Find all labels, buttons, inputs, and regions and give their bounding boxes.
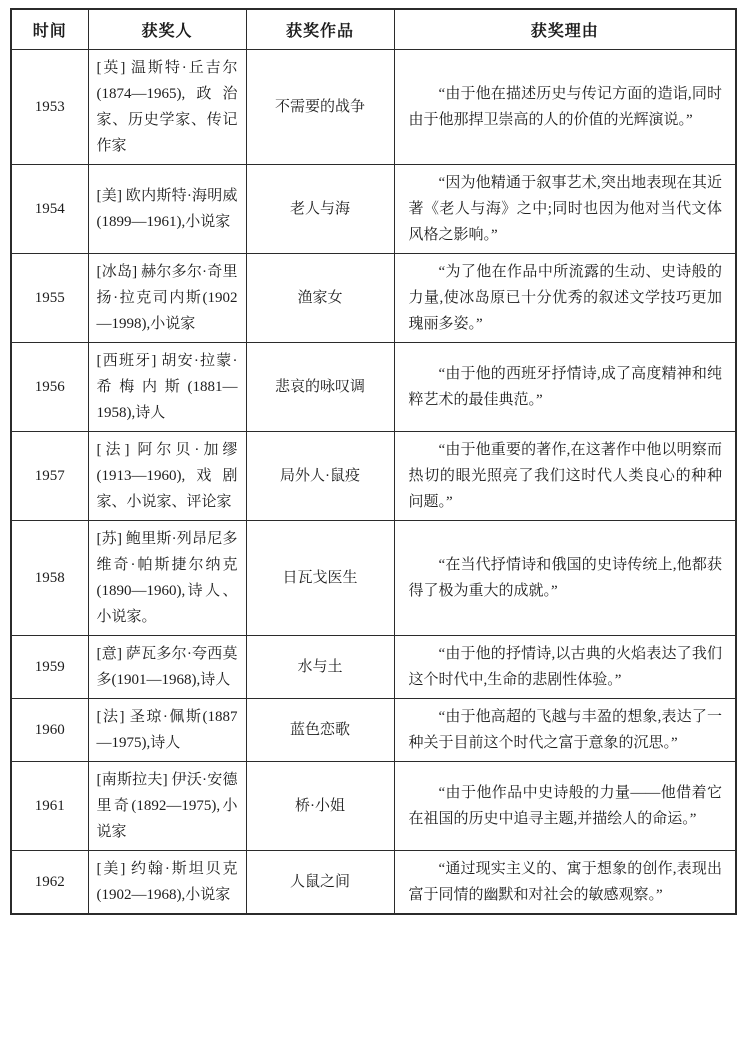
cell-work: 不需要的战争 <box>246 50 394 165</box>
cell-winner: [苏] 鲍里斯·列昂尼多维奇·帕斯捷尔纳克(1890—1960),诗人、小说家。 <box>88 521 246 636</box>
cell-work: 水与土 <box>246 636 394 699</box>
cell-year: 1956 <box>11 343 88 432</box>
col-header-year: 时间 <box>11 9 88 50</box>
cell-winner: [美] 约翰·斯坦贝克(1902—1968),小说家 <box>88 851 246 915</box>
cell-reason: “由于他高超的飞越与丰盈的想象,表达了一种关于目前这个时代之富于意象的沉思。” <box>394 699 736 762</box>
cell-year: 1958 <box>11 521 88 636</box>
cell-year: 1962 <box>11 851 88 915</box>
table-row <box>11 851 736 915</box>
nobel-literature-awards-table <box>10 8 737 915</box>
col-header-winner: 获奖人 <box>88 9 246 50</box>
cell-winner: [冰岛] 赫尔多尔·奇里扬·拉克司内斯(1902—1998),小说家 <box>88 254 246 343</box>
cell-work: 人鼠之间 <box>246 851 394 915</box>
header-row <box>11 9 736 50</box>
table-row <box>11 762 736 851</box>
cell-year: 1953 <box>11 50 88 165</box>
cell-winner: [西班牙] 胡安·拉蒙·希梅内斯(1881—1958),诗人 <box>88 343 246 432</box>
cell-year: 1955 <box>11 254 88 343</box>
table-row <box>11 432 736 521</box>
cell-winner: [南斯拉夫] 伊沃·安德里奇(1892—1975),小说家 <box>88 762 246 851</box>
table-row <box>11 521 736 636</box>
cell-reason: “由于他在描述历史与传记方面的造诣,同时由于他那捍卫崇高的人的价值的光辉演说。” <box>394 50 736 165</box>
cell-reason: “为了他在作品中所流露的生动、史诗般的力量,使冰岛原已十分优秀的叙述文学技巧更加瑰丽多姿。” <box>394 254 736 343</box>
cell-reason: “因为他精通于叙事艺术,突出地表现在其近著《老人与海》之中;同时也因为他对当代文体风格之影响。” <box>394 165 736 254</box>
table-row <box>11 343 736 432</box>
cell-winner: [英] 温斯特·丘吉尔(1874—1965),政治家、历史学家、传记作家 <box>88 50 246 165</box>
cell-reason: “由于他的西班牙抒情诗,成了高度精神和纯粹艺术的最佳典范。” <box>394 343 736 432</box>
cell-winner: [美] 欧内斯特·海明威(1899—1961),小说家 <box>88 165 246 254</box>
table-body <box>11 50 736 915</box>
cell-year: 1957 <box>11 432 88 521</box>
cell-reason: “由于他重要的著作,在这著作中他以明察而热切的眼光照亮了我们这时代人类良心的种种问题。” <box>394 432 736 521</box>
cell-reason: “在当代抒情诗和俄国的史诗传统上,他都获得了极为重大的成就。” <box>394 521 736 636</box>
cell-winner: [法] 阿尔贝·加缪(1913—1960),戏剧家、小说家、评论家 <box>88 432 246 521</box>
cell-work: 老人与海 <box>246 165 394 254</box>
col-header-work: 获奖作品 <box>246 9 394 50</box>
cell-year: 1954 <box>11 165 88 254</box>
cell-work: 局外人·鼠疫 <box>246 432 394 521</box>
cell-winner: [法] 圣琼·佩斯(1887—1975),诗人 <box>88 699 246 762</box>
cell-year: 1959 <box>11 636 88 699</box>
cell-winner: [意] 萨瓦多尔·夸西莫多(1901—1968),诗人 <box>88 636 246 699</box>
cell-work: 蓝色恋歌 <box>246 699 394 762</box>
table-row <box>11 636 736 699</box>
cell-work: 悲哀的咏叹调 <box>246 343 394 432</box>
cell-year: 1961 <box>11 762 88 851</box>
cell-reason: “通过现实主义的、寓于想象的创作,表现出富于同情的幽默和对社会的敏感观察。” <box>394 851 736 915</box>
table-row <box>11 50 736 165</box>
cell-work: 渔家女 <box>246 254 394 343</box>
cell-work: 桥·小姐 <box>246 762 394 851</box>
cell-reason: “由于他作品中史诗般的力量——他借着它在祖国的历史中追寻主题,并描绘人的命运。” <box>394 762 736 851</box>
table-row <box>11 699 736 762</box>
cell-work: 日瓦戈医生 <box>246 521 394 636</box>
table-row <box>11 254 736 343</box>
cell-year: 1960 <box>11 699 88 762</box>
col-header-reason: 获奖理由 <box>394 9 736 50</box>
table-row <box>11 165 736 254</box>
cell-reason: “由于他的抒情诗,以古典的火焰表达了我们这个时代中,生命的悲剧性体验。” <box>394 636 736 699</box>
